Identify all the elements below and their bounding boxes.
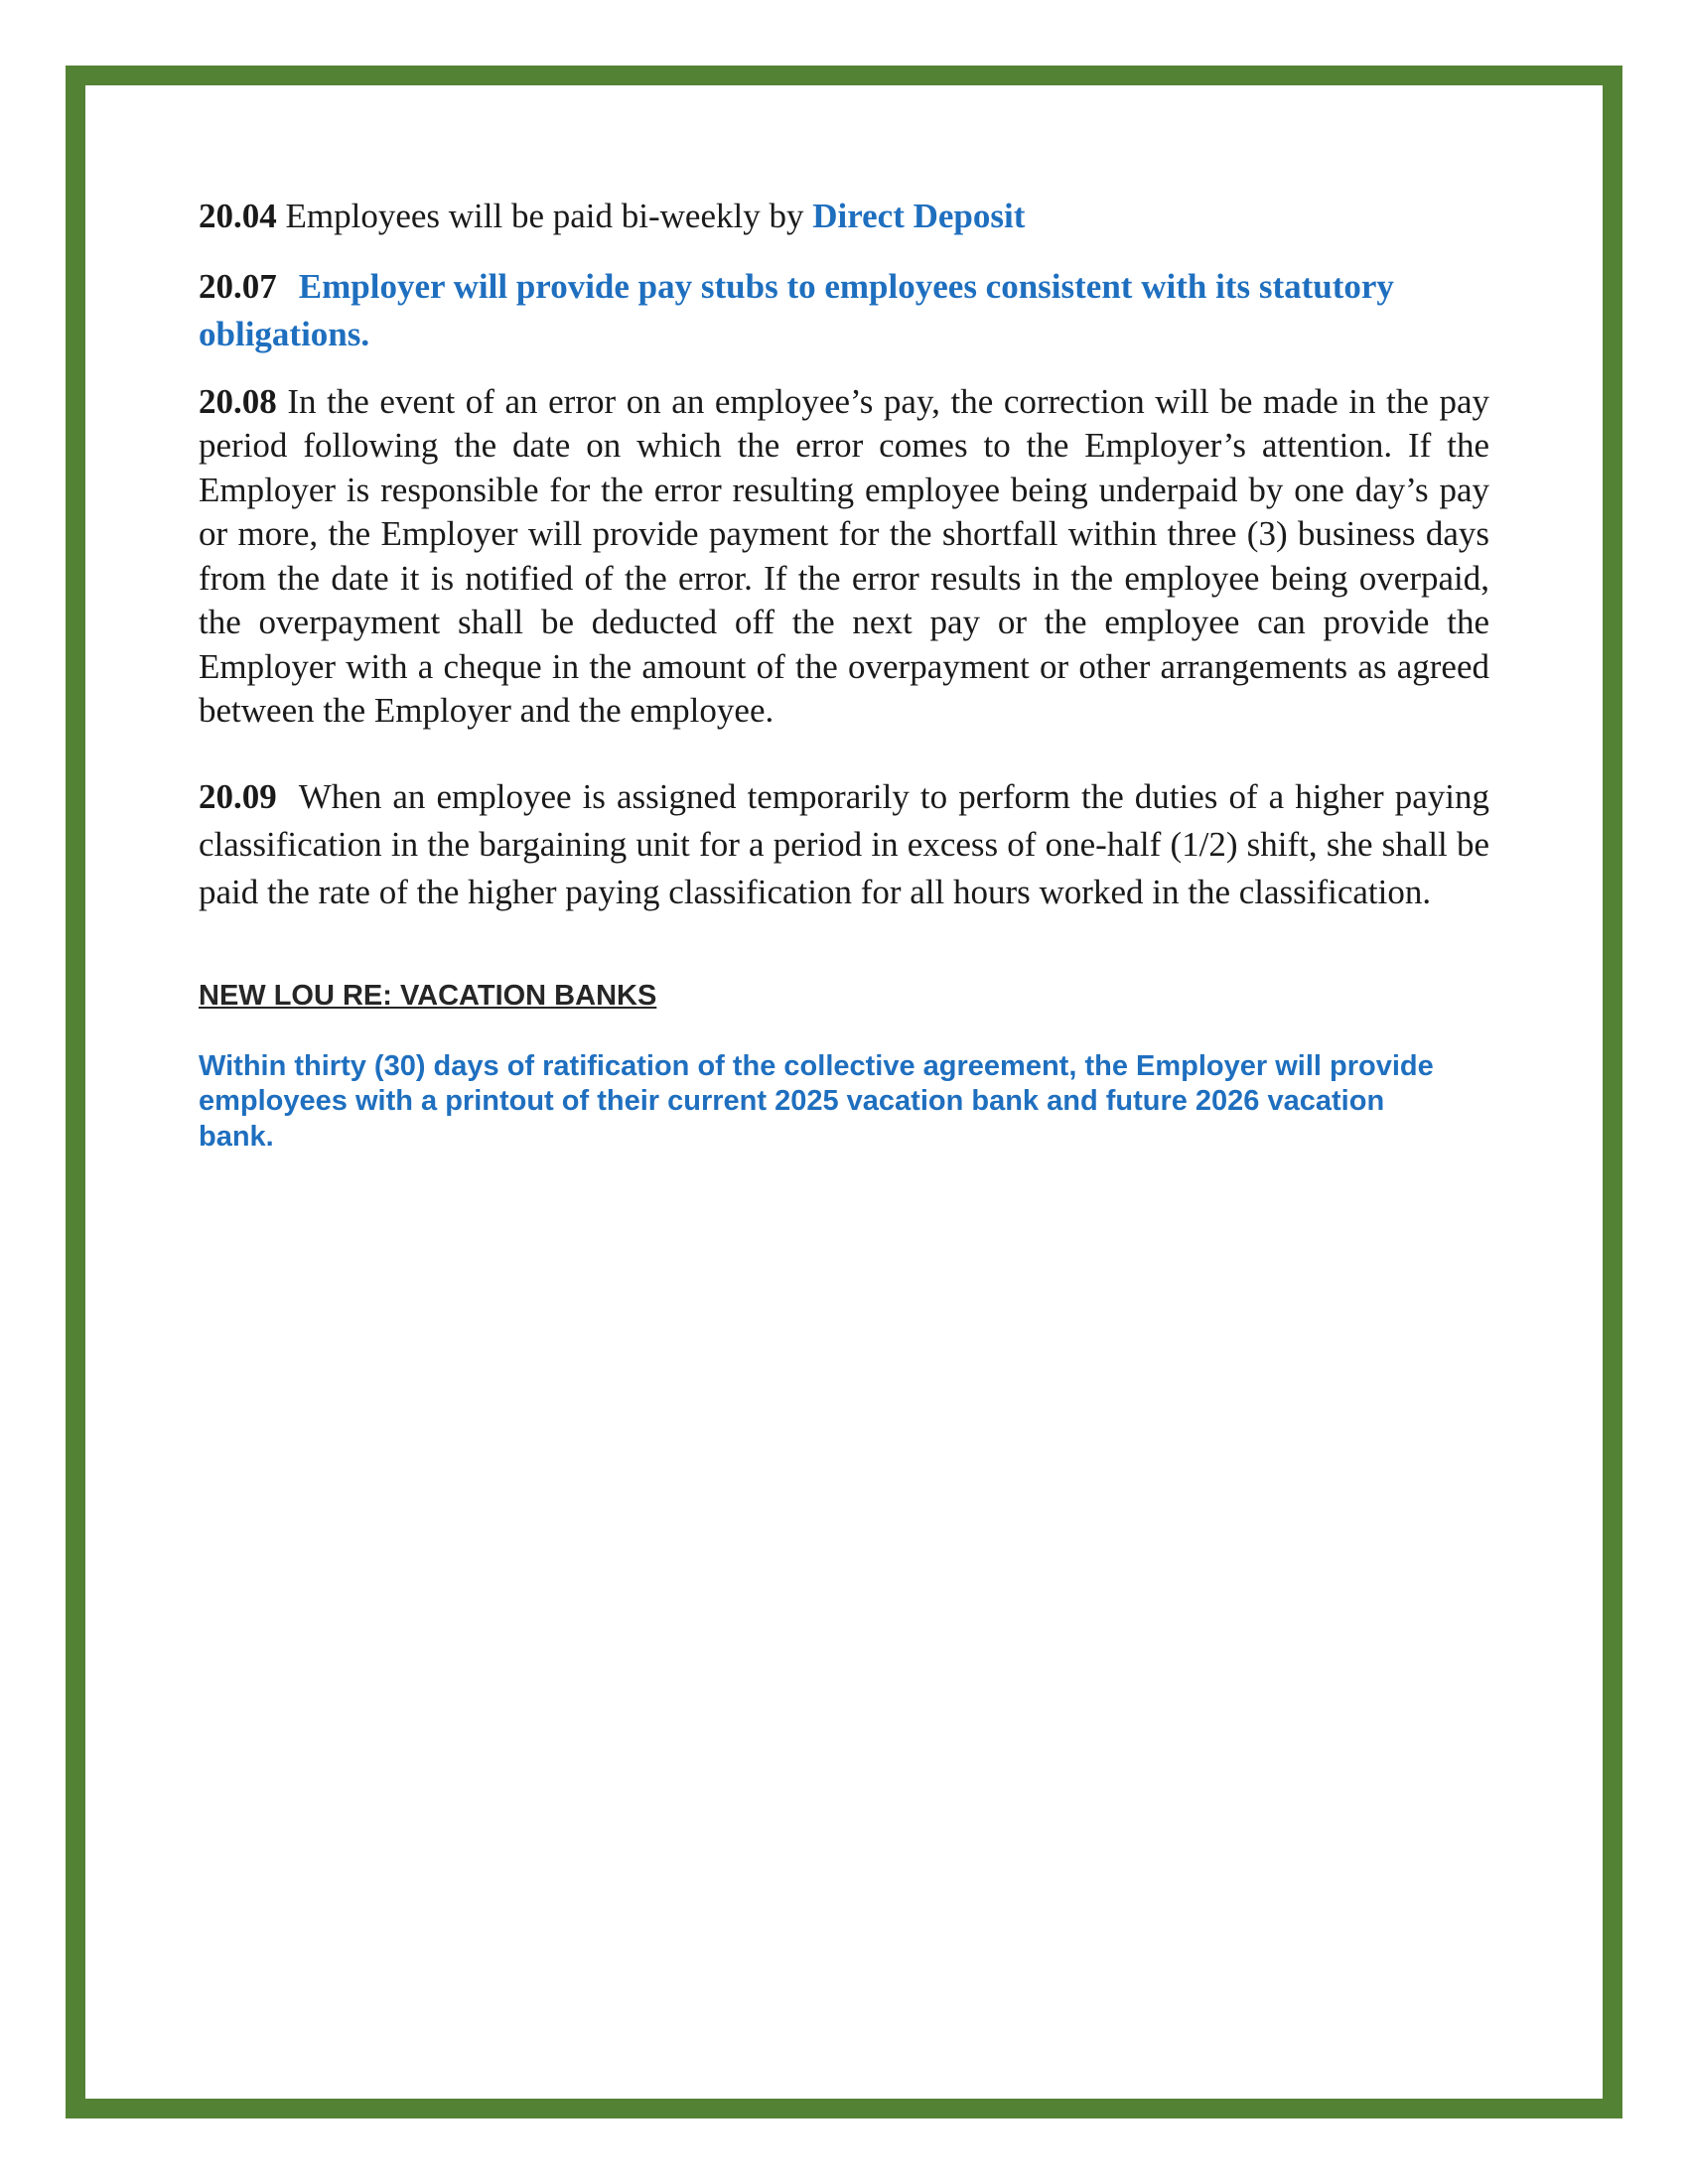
- lou-heading: NEW LOU RE: VACATION BANKS: [199, 979, 657, 1012]
- clause-20-08: [199, 380, 1489, 734]
- clause-text: Employees will be paid bi-weekly by: [276, 197, 813, 235]
- clause-number: 20.07: [199, 266, 277, 306]
- clause-text: In the event of an error on an employee’s pay, the correction will be made in the pay period following the date on which the error comes to the Employer’s attention. If the Employer is responsible for the error resulting employee being underpaid by one day’s pay or more, the Employer will provide payment for the shortfall within three (3) business days from the date it is notified of the error. If the error results in the employee being overpaid, the overpayment shall be deducted off the next pay or the employee can provide the Employer with a cheque in the amount of the overpayment or other arrangements as agreed between the Employer and the employee.: [199, 381, 1489, 730]
- clause-highlight: Direct Deposit: [812, 197, 1026, 235]
- lou-body: Within thirty (30) days of ratification of the collective agreement, the Employer will provide employees with a printout of their current 2025 vacation bank and future 2026 vacation bank.: [199, 1049, 1434, 1153]
- clause-text: When an employee is assigned temporarily to perform the duties of a higher paying classification in the bargaining unit for a period in excess of one-half (1/2) shift, she shall be paid the rate of the higher paying classification for all hours worked in the classification.: [199, 776, 1489, 911]
- clause-tail: .: [360, 314, 370, 353]
- document-body: [199, 195, 1489, 1155]
- clause-20-07: [199, 263, 1489, 358]
- clause-number: 20.04: [199, 197, 277, 235]
- clause-20-09: [199, 773, 1489, 916]
- clause-highlight: Employer will provide pay stubs to employees consistent with its statutory obligations: [199, 266, 1394, 353]
- clause-number: 20.08: [199, 381, 277, 421]
- clause-20-04: [199, 195, 1489, 239]
- clause-number: 20.09: [199, 776, 277, 816]
